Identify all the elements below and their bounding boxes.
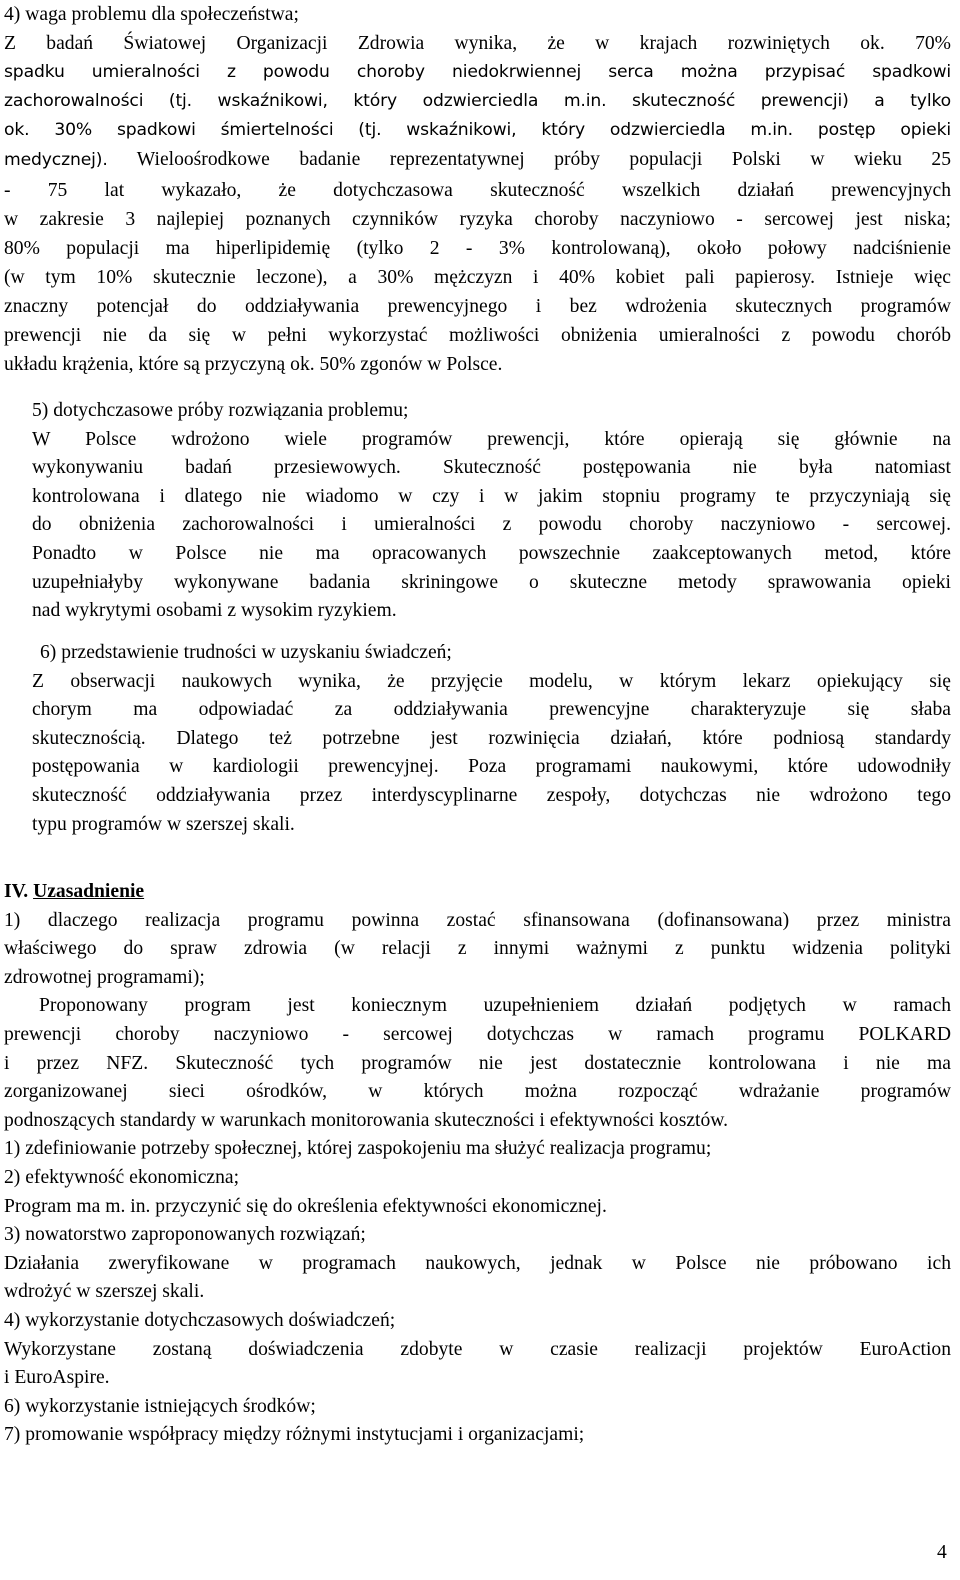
paragraph-line: prewencji choroby naczyniowo - sercowej dotychczas w ramach programu POLKARD (4, 1023, 951, 1045)
page-number: 4 (937, 1542, 947, 1563)
paragraph-line: właściwego do spraw zdrowia (w relacji z innymi ważnymi z punktu widzenia polityki (4, 938, 951, 960)
paragraph-line: zdrowotnej programami); (4, 966, 205, 988)
list-item: 1) zdefiniowanie potrzeby społecznej, której zaspokojeniu ma służyć realizacja programu; (4, 1138, 712, 1160)
paragraph-line: i przez NFZ. Skuteczność tych programów nie jest dostatecznie kontrolowana i nie ma (4, 1052, 951, 1074)
paragraph-line: do obniżenia zachorowalności i umieralności z powodu choroby naczyniowo - sercowej. (32, 514, 951, 536)
paragraph-line: 1) dlaczego realizacja programu powinna zostać sfinansowana (dofinansowana) przez ministra (4, 909, 951, 931)
list-item: 4) wykorzystanie dotychczasowych doświadczeń; (4, 1309, 396, 1331)
paragraph-line: Program ma m. in. przyczynić się do określenia efektywności ekonomicznej. (4, 1195, 607, 1217)
paragraph-line: Z obserwacji naukowych wynika, że przyjęcie modelu, w którym lekarz opiekujący się (32, 670, 951, 692)
paragraph-line (4, 145, 951, 175)
paragraph-line: typu programów w szerszej skali. (32, 813, 295, 835)
paragraph-line: ok. 30% spadkowi śmiertelności (tj. wskaźnikowi, który odzwierciedla m.in. postęp opieki (4, 120, 951, 141)
paragraph-line: zachorowalności (tj. wskaźnikowi, który odzwierciedla m.in. skuteczność prewencji) a tylko (4, 91, 951, 112)
paragraph-line: prewencji nie da się w pełni wykorzystać możliwości obniżenia umieralności z powodu chorób (4, 325, 951, 347)
section-5 (32, 397, 951, 626)
paragraph-line: zorganizowanej sieci ośrodków, w których można rozpocząć wdrażanie programów (4, 1081, 951, 1103)
paragraph-line: (w tym 10% skutecznie leczone), a 30% mężczyzn i 40% kobiet pali papierosy. Istnieje więc (4, 266, 951, 288)
paragraph-line: spadku umieralności z powodu choroby niedokrwiennej serca można przypisać spadkowi (4, 62, 951, 83)
section-iv-title: Uzasadnienie (33, 881, 145, 902)
section-6 (32, 639, 951, 839)
paragraph-line: skutecznością. Dlatego też potrzebne jest rozwinięcia działań, które podniosą standardy (32, 727, 951, 749)
list-item: 2) efektywność ekonomiczna; (4, 1166, 240, 1188)
paragraph-line: Ponadto w Polsce nie ma opracowanych powszechnie zaakceptowanych metod, które (32, 542, 951, 564)
paragraph-line: 80% populacji ma hiperlipidemię (tylko 2 - 3% kontrolowaną), około połowy nadciśnienie (4, 237, 951, 259)
paragraph-line: znaczny potencjał do oddziaływania prewencyjnego i bez wdrożenia skutecznych programów (4, 295, 951, 317)
section-iv (4, 878, 951, 1450)
paragraph-line: skuteczność oddziaływania przez interdyscyplinarne zespoły, dotychczas nie wdrożono tego (32, 784, 951, 806)
paragraph-line: układu krążenia, które są przyczyną ok. 50% zgonów w Polsce. (4, 354, 503, 376)
paragraph-line: wykonywaniu badań przesiewowych. Skuteczność postępowania nie była natomiast (32, 457, 951, 479)
section-4-heading: 4) waga problemu dla społeczeństwa; (4, 4, 299, 25)
paragraph-line: Proponowany program jest koniecznym uzupełnieniem działań podjętych w ramach (39, 995, 951, 1017)
section-4 (4, 0, 951, 379)
paragraph-line: Działania zweryfikowane w programach naukowych, jednak w Polsce nie próbowano ich (4, 1252, 951, 1274)
section-5-heading: 5) dotychczasowe próby rozwiązania problemu; (32, 400, 409, 421)
paragraph-line: Wykorzystane zostaną doświadczenia zdobyte w czasie realizacji projektów EuroAction (4, 1338, 951, 1360)
paragraph-line: podnoszących standardy w warunkach monitorowania skuteczności i efektywności kosztów. (4, 1109, 729, 1131)
paragraph-line: - 75 lat wykazało, że dotychczasowa skuteczność wszelkich działań prewencyjnych (4, 179, 951, 201)
paragraph-line: Z badań Światowej Organizacji Zdrowia wynika, że w krajach rozwiniętych ok. 70% (4, 33, 951, 55)
list-item: 7) promowanie współpracy między różnymi instytucjami i organizacjami; (4, 1424, 585, 1446)
paragraph-line: i EuroAspire. (4, 1367, 110, 1389)
paragraph-line: nad wykrytymi osobami z wysokim ryzykiem. (32, 600, 397, 622)
paragraph-line-part: Wieloośrodkowe badanie reprezentatywnej próby populacji Polski w wieku 25 (107, 149, 951, 171)
paragraph-line: w zakresie 3 najlepiej poznanych czynników ryzyka choroby naczyniowo - sercowej jest niska; (4, 208, 951, 230)
paragraph-line: wdrożyć w szerszej skali. (4, 1281, 205, 1303)
paragraph-line: kontrolowana i dlatego nie wiadomo w czy i w jakim stopniu programy te przyczyniają się (32, 485, 951, 507)
list-item: 3) nowatorstwo zaproponowanych rozwiązań; (4, 1224, 366, 1246)
section-iv-heading (4, 878, 951, 907)
section-6-heading: 6) przedstawienie trudności w uzyskaniu świadczeń; (40, 642, 452, 663)
paragraph-line: postępowania w kardiologii prewencyjnej. Poza programami naukowymi, które udowodniły (32, 756, 951, 778)
paragraph-line-part: medycznej). (4, 150, 108, 171)
list-item: 6) wykorzystanie istniejących środków; (4, 1395, 316, 1417)
section-iv-number: IV. (4, 881, 29, 902)
paragraph-line: uzupełniałyby wykonywane badania skriningowe o skuteczne metody sprawowania opieki (32, 571, 951, 593)
paragraph-line: W Polsce wdrożono wiele programów prewencji, które opierają się głównie na (32, 428, 951, 450)
paragraph-line: chorym ma odpowiadać za oddziaływania prewencyjne charakteryzuje się słaba (32, 699, 951, 721)
